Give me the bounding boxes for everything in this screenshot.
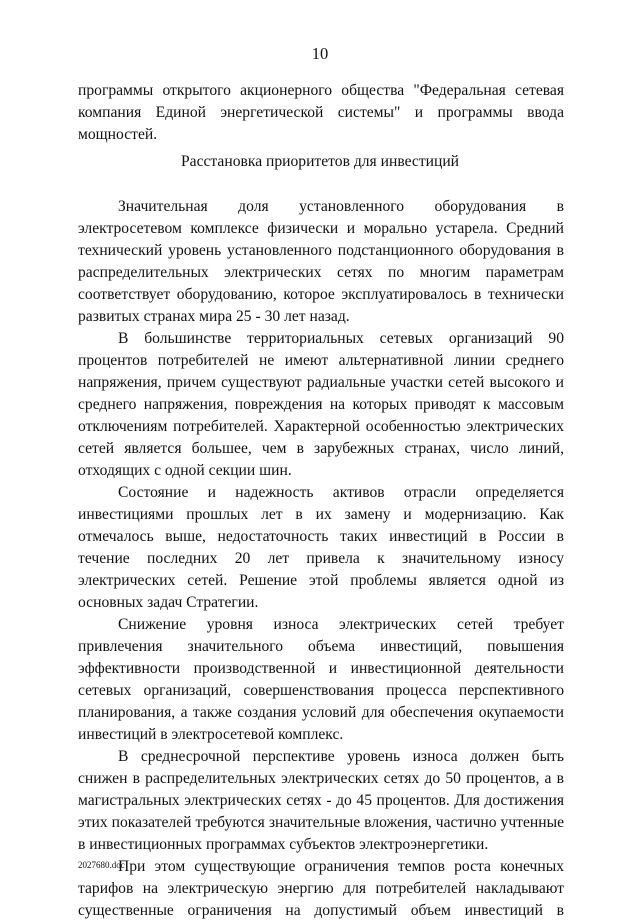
page-number: 10 [311,44,329,63]
paragraph: В большинстве территориальных сетевых организаций 90 процентов потребителей не имеют альтернативной линии среднего напряжения, причем существуют радиальные участки сетей высокого и среднего напряжения, повреждения на которых приводят к массовым отключениям потребителей. Характерной особенностью электрических сетей является большее, чем в зарубежных странах, число линий, отходящих с одной секции шин. [78,330,564,479]
intro-block [78,80,564,146]
paragraph: Значительная доля установленного оборудования в электросетевом комплексе физически и морально устарела. Средний технический уровень установленного подстанционного оборудования в распределительных электрических сетях по многим параметрам соответствует оборудованию, которое эксплуатировалось в технически развитых странах мира 25 - 30 лет назад. [78,198,564,325]
paragraph: Состояние и надежность активов отрасли определяется инвестициями прошлых лет в их замену и модернизацию. Как отмечалось выше, недостаточность таких инвестиций в России в течение последних 20 лет привела к значительному износу электрических сетей. Решение этой проблемы является одной из основных задач Стратегии. [78,484,564,611]
section-heading: Расстановка приоритетов для инвестиций [180,153,460,170]
intro-paragraph: программы открытого акционерного общества "Федеральная сетевая компания Единой энергетической системы" и программы ввода мощностей. [78,82,564,143]
footer-doc-id: 2027680.doc [78,860,125,870]
paragraph: В среднесрочной перспективе уровень износа должен быть снижен в распределительных электрических сетях до 50 процентов, а в магистральных электрических сетях - до 45 процентов. Для достижения этих показателей требуются значительные вложения, частично учтенные в инвестиционных программах субъектов электроэнергетики. [78,748,564,853]
main-text-block [78,196,564,922]
paragraph: При этом существующие ограничения темпов роста конечных тарифов на электрическую энергию для потребителей накладывают существенные ограничения на допустимый объем инвестиций в [78,858,564,919]
paragraph: Снижение уровня износа электрических сетей требует привлечения значительного объема инвестиций, повышения эффективности производственной и инвестиционной деятельности сетевых организаций, совершенствования процесса перспективного планирования, а также создания условий для обеспечения окупаемости инвестиций в электросетевой комплекс. [78,616,564,743]
